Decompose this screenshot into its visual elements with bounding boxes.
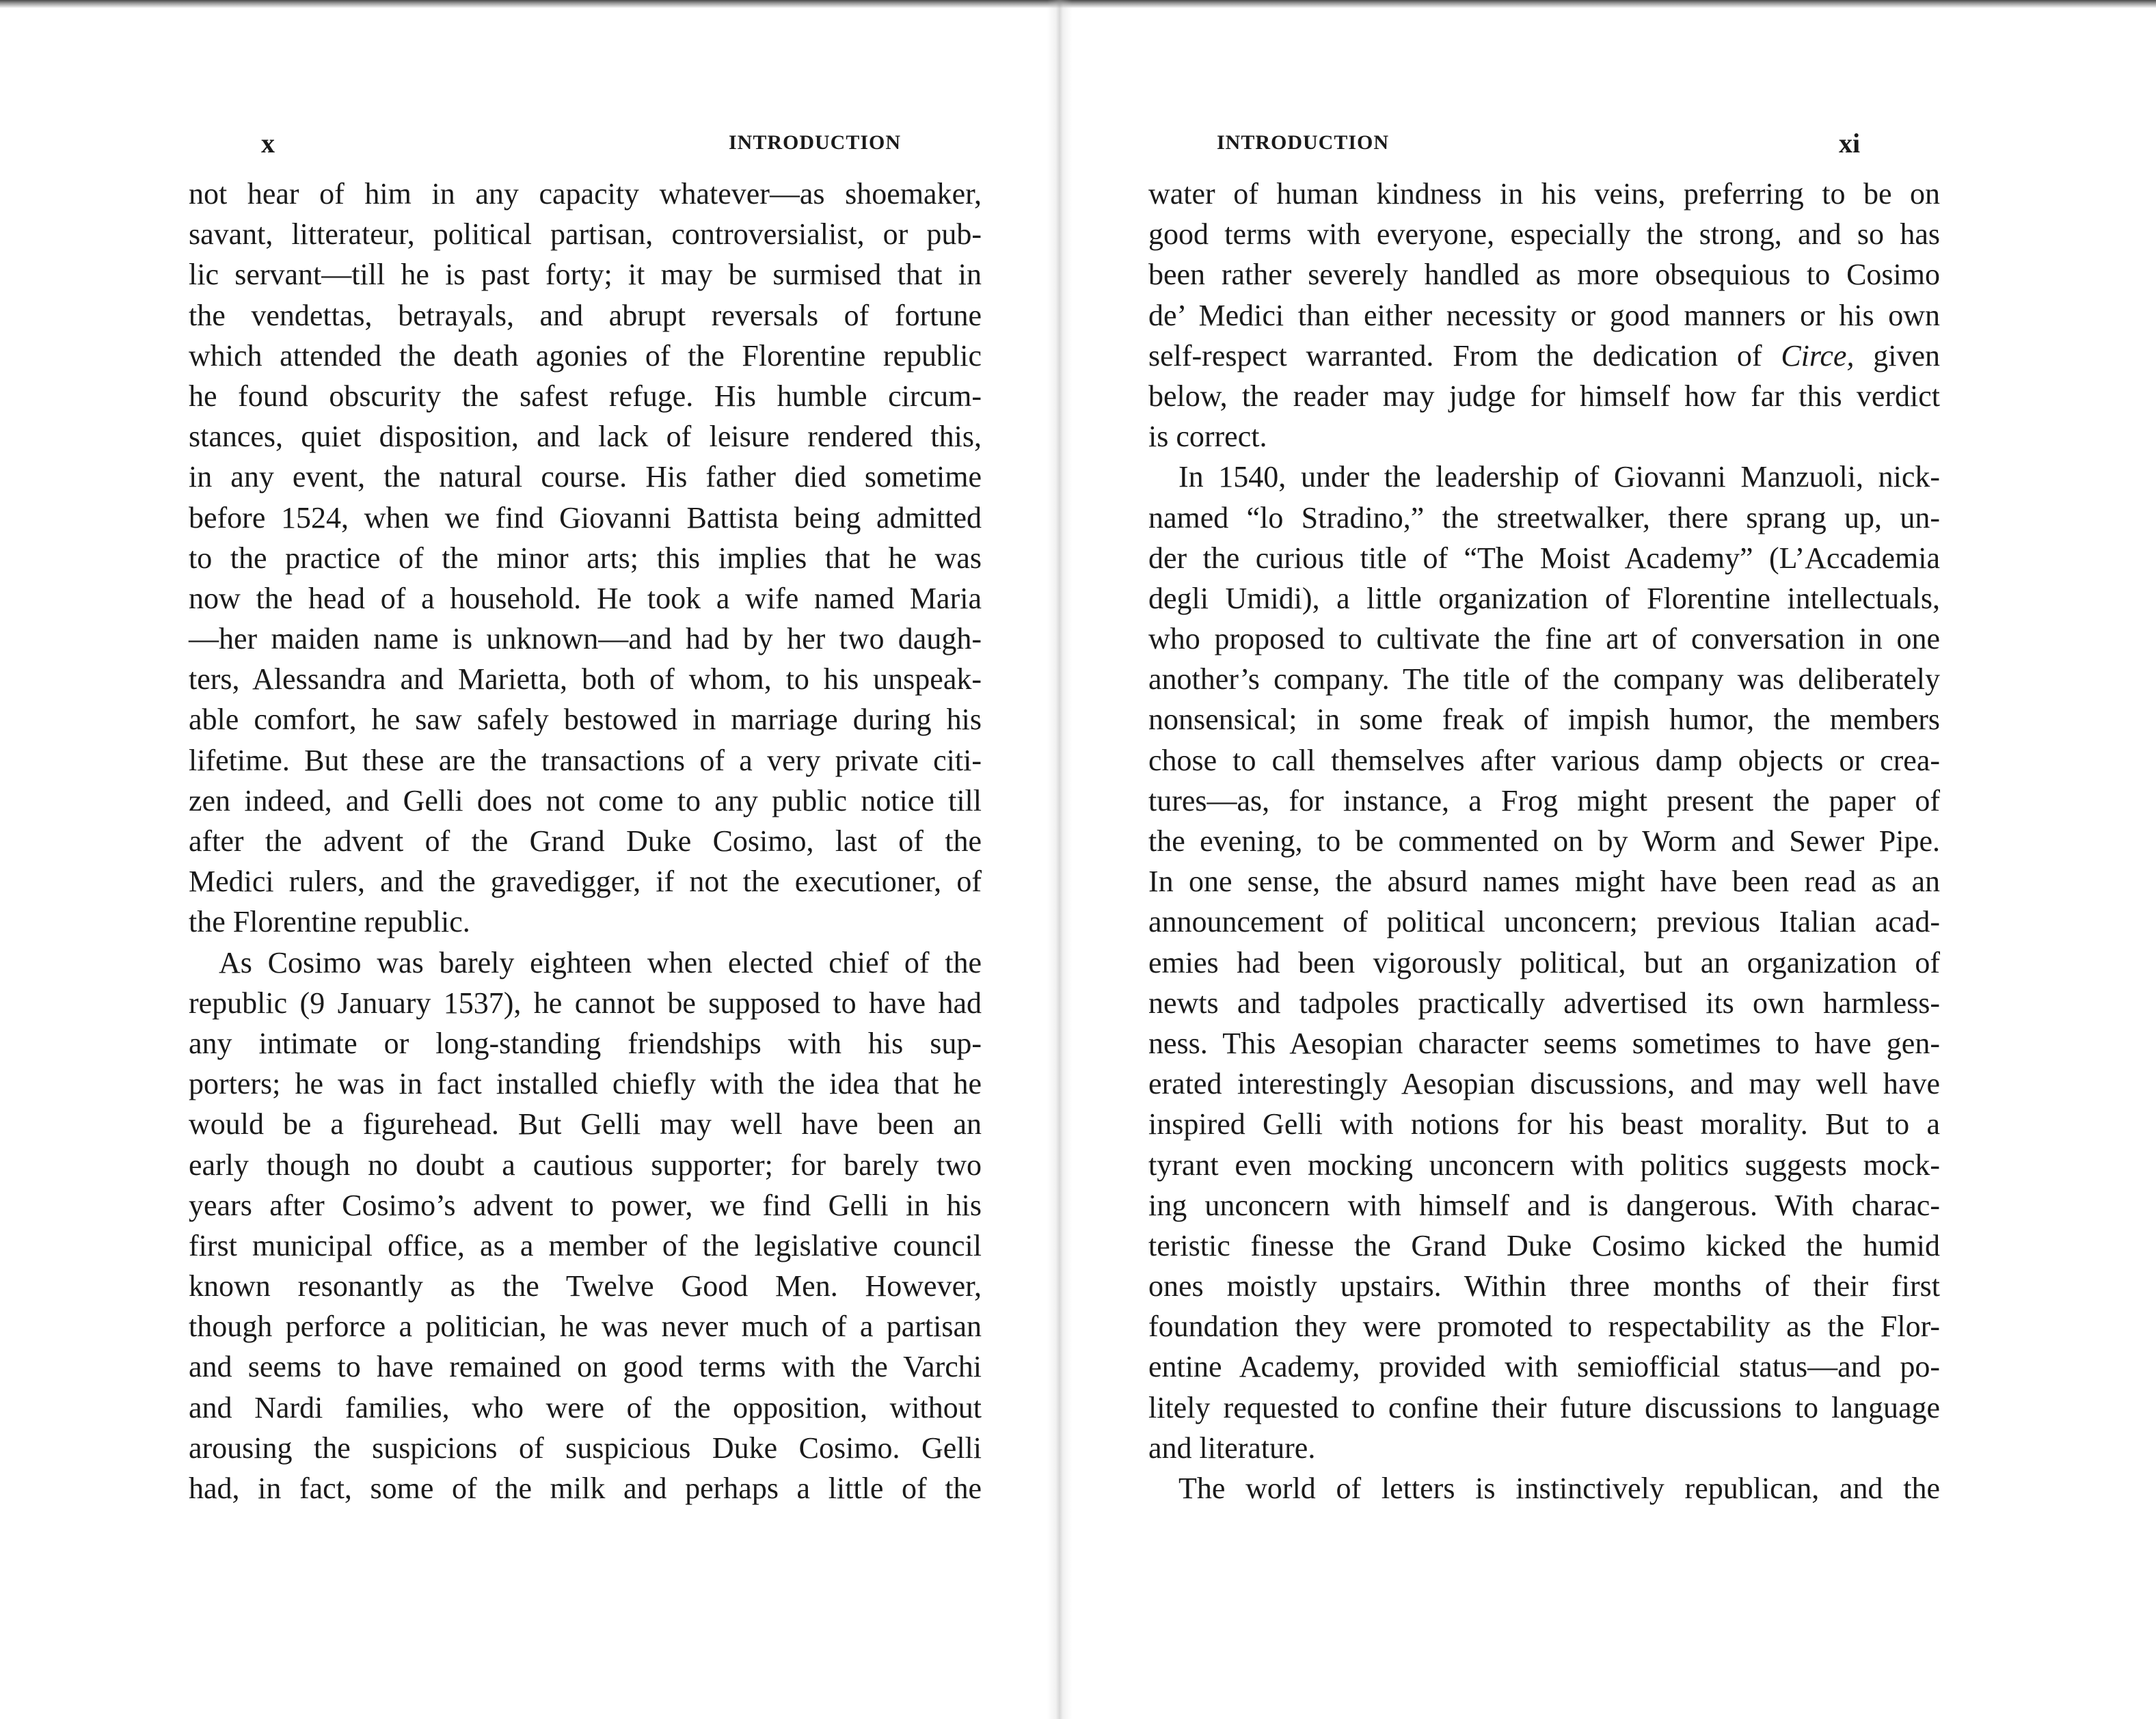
text-line: any intimate or long-standing friendships with his sup- [189, 1026, 982, 1060]
text-line: announcement of political unconcern; previous Italian acad- [1148, 905, 1940, 939]
text-line: In one sense, the absurd names might have been read as an [1148, 865, 1940, 899]
text-line: been rather severely handled as more obsequious to Cosimo [1148, 258, 1940, 292]
text-line: chose to call themselves after various damp objects or crea- [1148, 743, 1940, 777]
text-line: though perforce a politician, he was never much of a partisan [189, 1310, 982, 1344]
text-line: teristic finesse the Grand Duke Cosimo kicked the humid [1148, 1228, 1940, 1262]
text-line: another’s company. The title of the company was deliberately [1148, 662, 1940, 696]
text-line: ones moistly upstairs. Within three months of their first [1148, 1269, 1940, 1303]
text-line: lic servant—till he is past forty; it may be surmised that in [189, 258, 982, 292]
text-line: years after Cosimo’s advent to power, we find Gelli in his [189, 1188, 982, 1222]
left-page-number: x [261, 128, 275, 159]
text-line: good terms with everyone, especially the strong, and so has [1148, 217, 1940, 252]
text-line: newts and tadpoles practically advertised its own harmless- [1148, 986, 1940, 1020]
left-running-head: INTRODUCTION [729, 131, 902, 154]
text-line: after the advent of the Grand Duke Cosimo, last of the [189, 824, 982, 858]
text-line: and literature. [1148, 1431, 1316, 1465]
text-line: de’ Medici than either necessity or good manners or his own [1148, 298, 1940, 332]
text-line: early though no doubt a cautious supporter; for barely two [189, 1148, 982, 1182]
text-line: degli Umidi), a little organization of Florentine intellectuals, [1148, 581, 1940, 615]
text-line: inspired Gelli with notions for his beast morality. But to a [1148, 1107, 1940, 1141]
text-line: entine Academy, provided with semiofficial status—and po- [1148, 1350, 1940, 1384]
text-line: republic (9 January 1537), he cannot be supposed to have had [189, 986, 982, 1020]
text-line: and seems to have remained on good terms with the Varchi [189, 1350, 982, 1384]
text-line: before 1524, when we find Giovanni Battista being admitted [189, 500, 982, 534]
text-line: savant, litterateur, political partisan, controversialist, or pub- [189, 217, 982, 252]
text-line: foundation they were promoted to respectability as the Flor- [1148, 1310, 1940, 1344]
text-line: not hear of him in any capacity whatever—as shoemaker, [189, 177, 982, 211]
text-line: is correct. [1148, 420, 1267, 454]
text-line: arousing the suspicions of suspicious Duke Cosimo. Gelli [189, 1431, 982, 1465]
text-line: As Cosimo was barely eighteen when elected chief of the [219, 945, 982, 979]
text-line: The world of letters is instinctively republican, and the [1178, 1472, 1940, 1505]
text-line: tyrant even mocking unconcern with politics suggests mock- [1148, 1148, 1940, 1182]
text-line: now the head of a household. He took a wife named Maria [189, 581, 982, 615]
text-line: the evening, to be commented on by Worm and Sewer Pipe. [1148, 824, 1940, 858]
right-page [1066, 0, 2156, 1719]
text-line: —her maiden name is unknown—and had by her two daugh- [189, 622, 982, 656]
text-line: the vendettas, betrayals, and abrupt reversals of fortune [189, 298, 982, 332]
right-page-number: xi [1839, 128, 1861, 159]
text-line: had, in fact, some of the milk and perhaps a little of the [189, 1472, 982, 1505]
text-line: able comfort, he saw safely bestowed in marriage during his [189, 703, 982, 737]
text-line: the Florentine republic. [189, 905, 470, 939]
text-line: der the curious title of “The Moist Academy” (L’Accademia [1148, 541, 1940, 575]
text-line: nonsensical; in some freak of impish humor, the members [1148, 703, 1940, 737]
text-line: emies had been vigorously political, but an organization of [1148, 945, 1940, 979]
text-line: known resonantly as the Twelve Good Men. However, [189, 1269, 982, 1303]
text-line: which attended the death agonies of the Florentine republic [189, 338, 982, 373]
text-line: lifetime. But these are the transactions of a very private citi- [189, 743, 982, 777]
text-line: he found obscurity the safest refuge. His humble circum- [189, 379, 982, 413]
text-line: self-respect warranted. From the dedication of Circe, given [1148, 338, 1940, 373]
text-line: who proposed to cultivate the fine art of conversation in one [1148, 622, 1940, 656]
text-line: and Nardi families, who were of the opposition, without [189, 1390, 982, 1424]
text-line: first municipal office, as a member of the legislative council [189, 1228, 982, 1262]
text-line: water of human kindness in his veins, preferring to be on [1148, 177, 1940, 211]
text-line: named “lo Stradino,” the streetwalker, there sprang up, un- [1148, 500, 1940, 534]
text-line: tures—as, for instance, a Frog might present the paper of [1148, 783, 1940, 817]
text-line: ness. This Aesopian character seems sometimes to have gen- [1148, 1026, 1940, 1060]
text-line: erated interestingly Aesopian discussions, and may well have [1148, 1067, 1940, 1101]
book-title-emphasis: Circe, [1781, 338, 1855, 373]
right-running-head: INTRODUCTION [1217, 131, 1390, 154]
text-line: ters, Alessandra and Marietta, both of whom, to his unspeak- [189, 662, 982, 696]
left-page [0, 0, 1066, 1719]
text-line: Medici rulers, and the gravedigger, if not the executioner, of [189, 865, 982, 899]
text-line: to the practice of the minor arts; this implies that he was [189, 541, 982, 575]
text-line: porters; he was in fact installed chiefly with the idea that he [189, 1067, 982, 1101]
left-page-body [189, 174, 982, 1508]
right-page-body [1148, 174, 1940, 1508]
text-line: ing unconcern with himself and is dangerous. With charac- [1148, 1188, 1940, 1222]
text-line: In 1540, under the leadership of Giovanni Manzuoli, nick- [1178, 460, 1940, 494]
text-line: would be a figurehead. But Gelli may well have been an [189, 1107, 982, 1141]
text-line: below, the reader may judge for himself how far this verdict [1148, 379, 1940, 413]
text-line: zen indeed, and Gelli does not come to any public notice till [189, 783, 982, 817]
text-line: litely requested to confine their future discussions to language [1148, 1390, 1940, 1424]
text-line: stances, quiet disposition, and lack of leisure rendered this, [189, 420, 982, 454]
text-line: in any event, the natural course. His father died sometime [189, 460, 982, 494]
